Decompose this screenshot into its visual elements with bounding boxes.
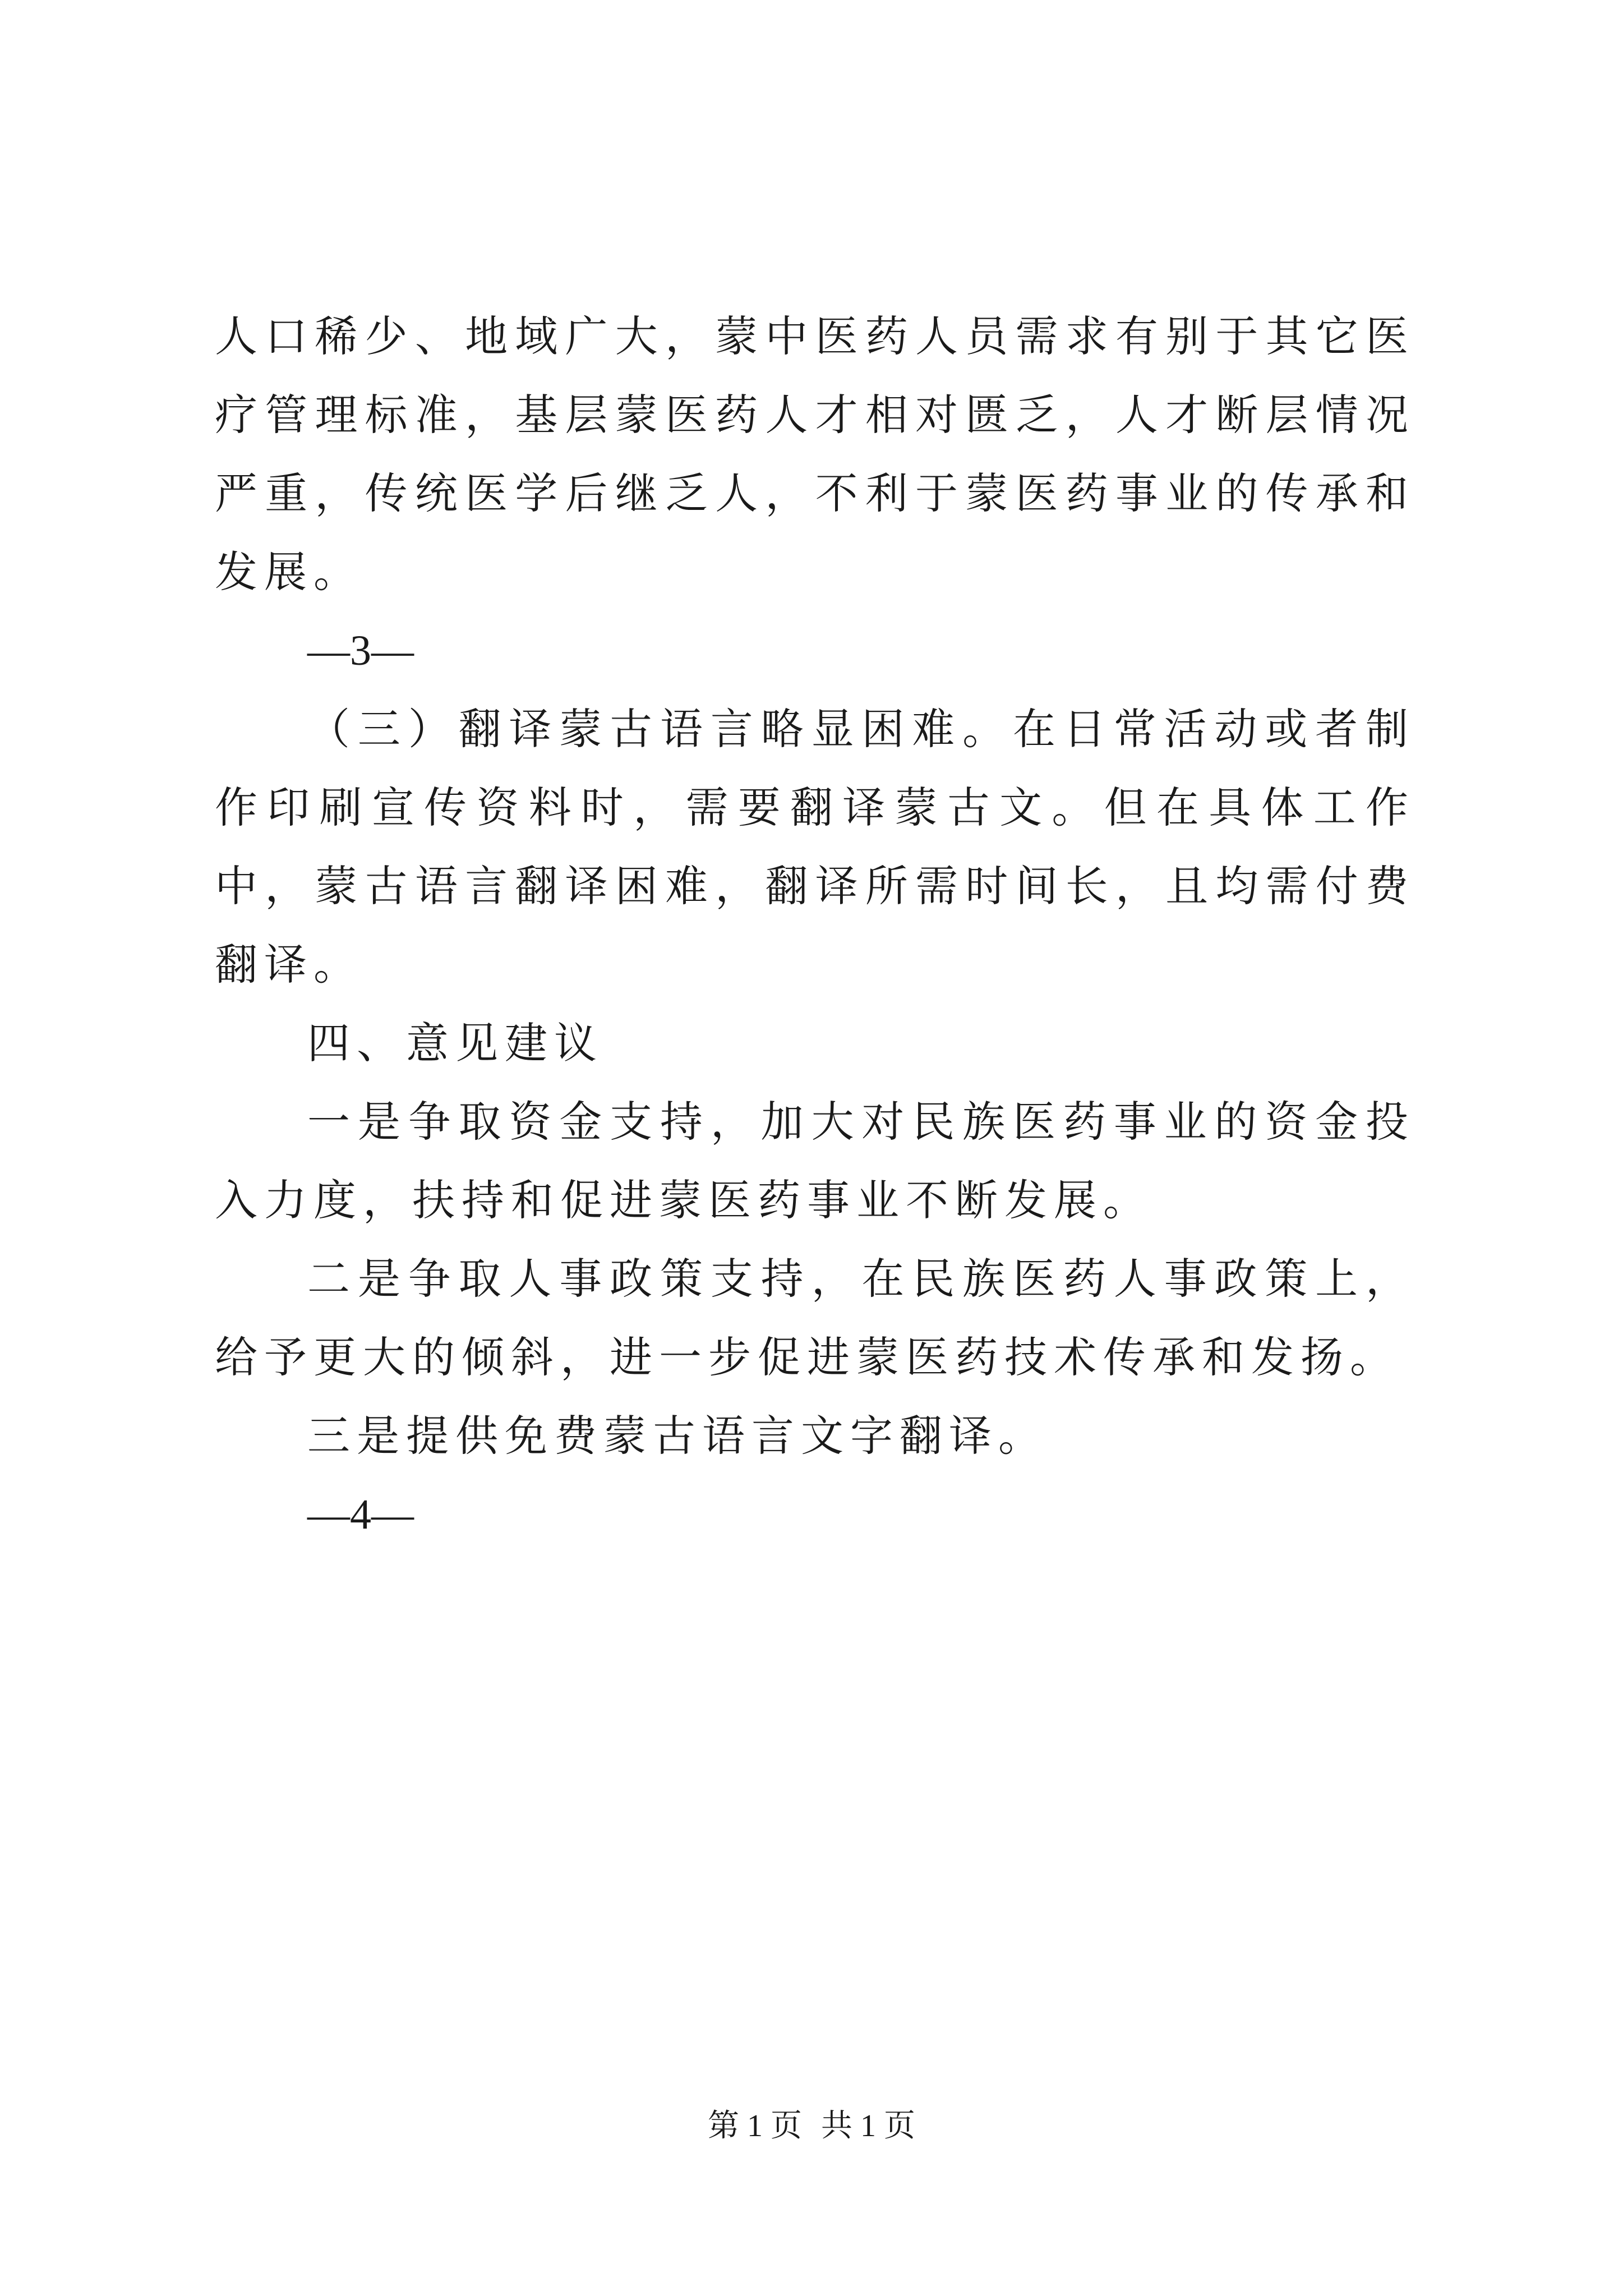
paragraph-suggestion-2: 二是争取人事政策支持，在民族医药人事政策上，给予更大的倾斜，进一步促进蒙医药技术传承和发扬。 (215, 1254, 1415, 1382)
section-heading-suggestions: 四、意见建议 (307, 1018, 603, 1068)
paragraph-translation-difficulty: （三）翻译蒙古语言略显困难。在日常活动或者制作印刷宣传资料时，需要翻译蒙古文。但在具体工作中，蒙古语言翻译困难，翻译所需时间长，且均需付费翻译。 (215, 704, 1415, 990)
paragraph-continuation: 人口稀少、地域广大，蒙中医药人员需求有别于其它医疗管理标准，基层蒙医药人才相对匮乏，人才断层情况严重，传统医学后继乏人，不利于蒙医药事业的传承和发展。 (215, 311, 1415, 597)
footer-page-current: 第 1 页 (708, 2109, 802, 2143)
paragraph-suggestion-1: 一是争取资金支持，加大对民族医药事业的资金投入力度，扶持和促进蒙医药事业不断发展。 (215, 1097, 1415, 1225)
page-marker-4: —4— (307, 1491, 414, 1538)
footer-page-total: 共 1 页 (821, 2109, 915, 2143)
page-footer (0, 2101, 1623, 2146)
page-marker-3: —3— (307, 627, 414, 674)
paragraph-suggestion-3: 三是提供免费蒙古语言文字翻译。 (307, 1411, 1048, 1461)
document-body (215, 297, 1415, 1554)
